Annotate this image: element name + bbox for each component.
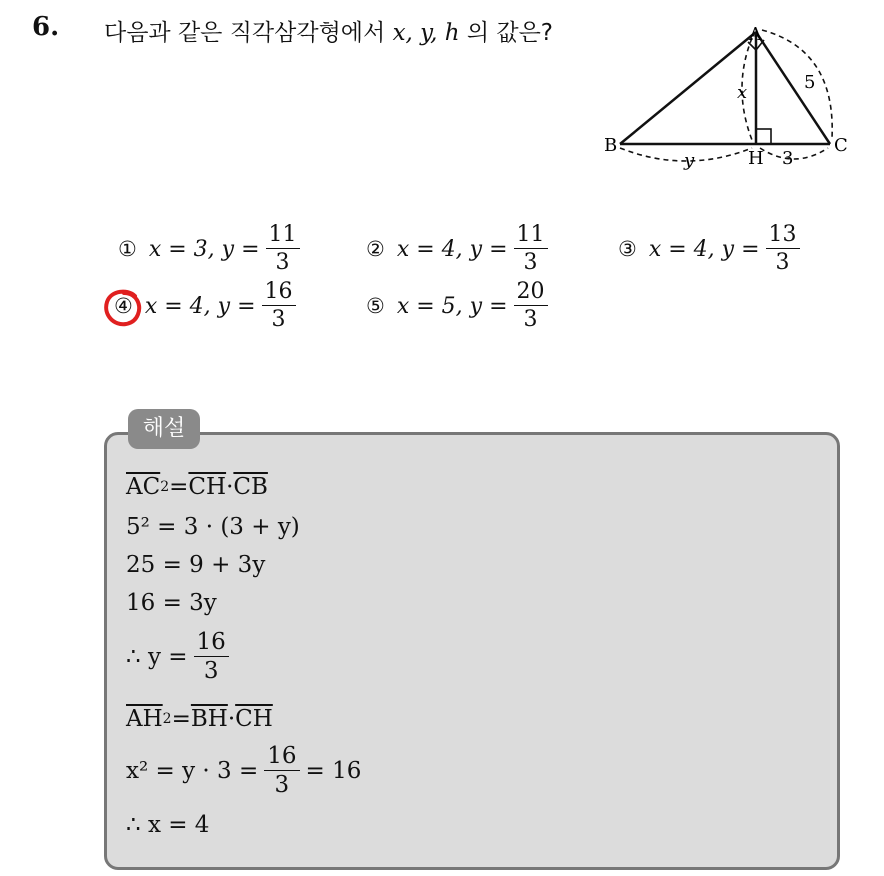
solution-line-4: 16 = 3y	[126, 590, 217, 616]
solution-tag: 해설	[128, 409, 200, 449]
side-ab	[620, 32, 756, 144]
choice-1[interactable]	[118, 224, 300, 274]
question-vars: x, y, h	[392, 20, 460, 46]
solution-line-1: $\overline{AC}$ 2 = $\overline{CH}$ · $\overline{CB}$	[126, 474, 268, 500]
brace-hc	[760, 148, 828, 159]
choice-number: ⑤	[366, 294, 385, 318]
label-a: A	[749, 24, 762, 45]
choice-number: ④	[114, 294, 133, 318]
label-y: y	[684, 150, 695, 171]
choice-fraction: $\frac{16}{3}$	[262, 281, 296, 331]
label-h: H	[748, 148, 764, 169]
solution-line-7: x² = y · 3 = $\frac{16}{3}$ = 16	[126, 743, 362, 798]
solution-line-8: ∴ x = 4	[126, 812, 210, 838]
answer-mark-circle-icon	[102, 287, 144, 329]
choice-5[interactable]	[366, 281, 548, 331]
choice-x: x = 4,	[144, 293, 211, 319]
choice-fraction: $\frac{11}{3}$	[266, 224, 300, 274]
choice-3[interactable]	[618, 224, 800, 274]
question-text	[104, 14, 584, 52]
choice-number: ①	[118, 237, 137, 261]
choice-number: ③	[618, 237, 637, 261]
choice-fraction: $\frac{13}{3}$	[766, 224, 800, 274]
choice-y: y =	[469, 236, 508, 262]
choice-y: y =	[217, 293, 256, 319]
brace-ac	[762, 30, 832, 138]
choice-x: x = 4,	[396, 236, 463, 262]
label-ac-length: 5	[804, 72, 816, 93]
right-angle-mark-h	[756, 129, 771, 144]
triangle-figure	[596, 20, 866, 180]
solution-line-6: $\overline{AH}$ 2 = $\overline{BH}$ · $\overline{CH}$	[126, 706, 273, 732]
choice-x: x = 4,	[648, 236, 715, 262]
label-x: x	[737, 82, 748, 103]
label-c: C	[834, 135, 848, 156]
solution-line-2: 5² = 3 · (3 + y)	[126, 514, 300, 540]
choice-2[interactable]	[366, 224, 548, 274]
choice-number: ②	[366, 237, 385, 261]
choice-y: y =	[721, 236, 760, 262]
choice-fraction: $\frac{11}{3}$	[514, 224, 548, 274]
solution-line-5: ∴ y = $\frac{16}{3}$	[126, 631, 229, 683]
choice-x: x = 5,	[396, 293, 463, 319]
question-text-after: 의 값은?	[466, 20, 554, 46]
choice-fraction: $\frac{20}{3}$	[514, 281, 548, 331]
solution-line-3: 25 = 9 + 3y	[126, 552, 266, 578]
side-ac	[756, 32, 830, 144]
question-text-before: 다음과 같은 직각삼각형에서	[104, 20, 386, 46]
choice-y: y =	[469, 293, 508, 319]
choice-x: x = 3,	[148, 236, 215, 262]
choice-y: y =	[221, 236, 260, 262]
question-number: 6.	[32, 12, 60, 42]
label-b: B	[604, 135, 618, 156]
label-hc-length: 3	[782, 148, 794, 169]
